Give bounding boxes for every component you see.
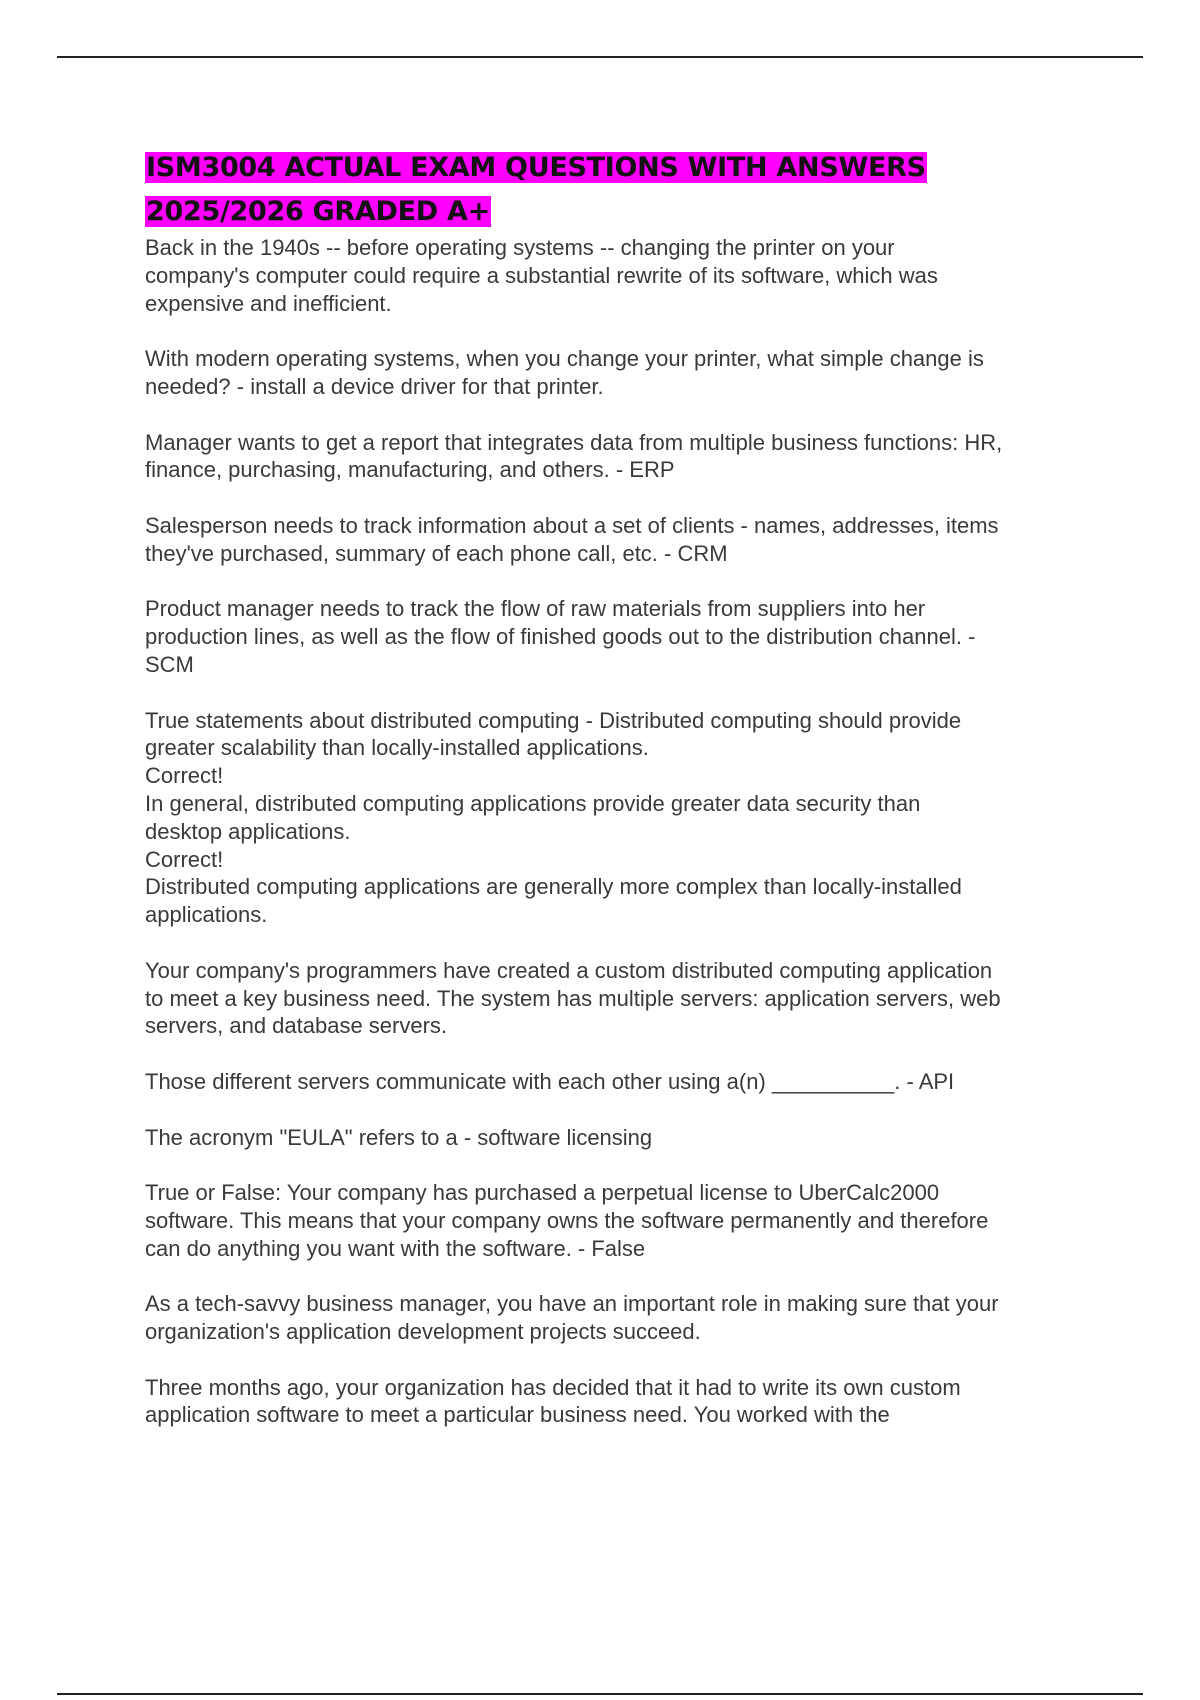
title-line-1: ISM3004 ACTUAL EXAM QUESTIONS WITH ANSWERS <box>146 152 926 183</box>
title-line-2: 2025/2026 GRADED A+ <box>146 196 490 227</box>
top-rule <box>57 56 1143 58</box>
document-content <box>145 146 1100 1429</box>
document-title <box>145 146 1100 234</box>
bottom-rule <box>57 1693 1143 1695</box>
document-body: Back in the 1940s -- before operating systems -- changing the printer on your company's computer could require a substantial rewrite of its software, which was expensive and inefficient. With modern operating systems, when you change your printer, what simple change is needed? - install a device driver for that printer. Manager wants to get a report that integrates data from multiple business functions: HR, finance, purchasing, manufacturing, and others. - ERP Salesperson needs to track information about a set of clients - names, addresses, items they've purchased, summary of each phone call, etc. - CRM Product manager needs to track the flow of raw materials from suppliers into her production lines, as well as the flow of finished goods out to the distribution channel. - SCM True statements about distributed computing - Distributed computing should provide greater scalability than locally-installed applications. Correct! In general, distributed computing applications provide greater data security than desktop applications. Correct! Distributed computing applications are generally more complex than locally-installed applications. Your company's programmers have created a custom distributed computing application to meet a key business need. The system has multiple servers: application servers, web servers, and database servers. Those different servers communicate with each other using a(n) __________. - API The acronym "EULA" refers to a - software licensing True or False: Your company has purchased a perpetual license to UberCalc2000 software. This means that your company owns the software permanently and therefore can do anything you want with the software. - False As a tech-savvy business manager, you have an important role in making sure that your organization's application development projects succeed. Three months ago, your organization has decided that it had to write its own custom application software to meet a particular business need. You worked with the <box>145 235 1003 1428</box>
